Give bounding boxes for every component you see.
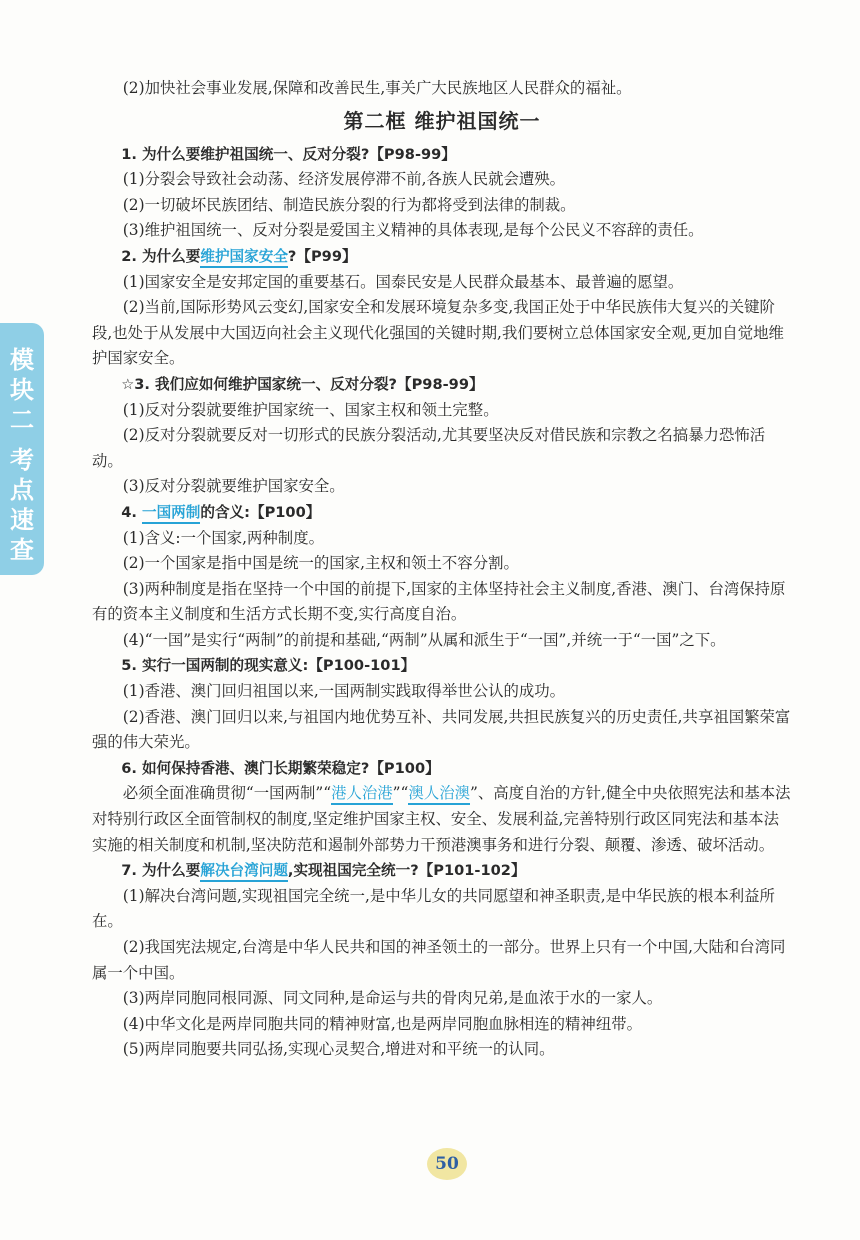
q6-highlight-hk: 港人治港 xyxy=(331,784,393,805)
q4-item: (2)一个国家是指中国是统一的国家,主权和领土不容分割。 xyxy=(122,554,519,573)
intro-line: (2)加快社会事业发展,保障和改善民生,事关广大民族地区人民群众的福祉。 xyxy=(122,79,632,97)
q5-item: (1)香港、澳门回归祖国以来,一国两制实践取得举世公认的成功。 xyxy=(122,682,566,701)
q4-item: (3)两种制度是指在坚持一个中国的前提下,国家的主体坚持社会主义制度,香港、澳门、台湾保持原有的资本主义制度和生活方式长期不变,实行高度自治。 xyxy=(92,579,786,624)
q2-heading-post: ?【P99】 xyxy=(287,247,357,265)
q2-highlight: 维护国家安全 xyxy=(200,248,288,268)
module-side-tab xyxy=(0,323,44,575)
q6-body xyxy=(92,781,792,858)
question-5-heading: 5. 实行一国两制的现实意义:【P100-101】 xyxy=(121,657,416,675)
q4-heading-post: 的含义:【P100】 xyxy=(200,503,321,521)
page-content xyxy=(92,76,792,1063)
q5-item: (2)香港、澳门回归以来,与祖国内地优势互补、共同发展,共担民族复兴的历史责任,共享祖国繁荣富强的伟大荣光。 xyxy=(92,707,791,752)
side-tab-char: 考 xyxy=(10,446,34,474)
q4-heading-pre: 4. xyxy=(121,503,142,521)
q4-item: (4)“一国”是实行“两制”的前提和基础,“两制”从属和派生于“一国”,并统一于“一国”之下。 xyxy=(122,630,726,649)
section-title: 第二框 维护祖国统一 xyxy=(343,108,541,133)
q7-heading-pre: 7. 为什么要 xyxy=(121,862,201,880)
q3-item: (1)反对分裂就要维护国家统一、国家主权和领土完整。 xyxy=(122,400,499,419)
q4-item: (1)含义:一个国家,两种制度。 xyxy=(122,528,324,547)
side-tab-char: 模 xyxy=(10,346,34,374)
side-tab-char: 速 xyxy=(10,506,34,534)
q2-item: (1)国家安全是安邦定国的重要基石。国泰民安是人民群众最基本、最普遍的愿望。 xyxy=(122,272,684,291)
q7-item: (3)两岸同胞同根同源、同文同种,是命运与共的骨肉兄弟,是血浓于水的一家人。 xyxy=(122,989,663,1008)
question-6-heading: 6. 如何保持香港、澳门长期繁荣稳定?【P100】 xyxy=(121,759,440,777)
q6-body-pre: 必须全面准确贯彻“一国两制”“ xyxy=(122,784,332,803)
side-tab-char: 二 xyxy=(10,406,34,434)
question-7-heading xyxy=(92,858,792,884)
q7-highlight: 解决台湾问题 xyxy=(200,862,288,882)
q6-body-post: ”、高度自治的方针,健全中央依照宪法和基本法对特别行政区全面管制权的制度,坚定维护国家主权、安全、发展利益,完善特别行政区同宪法和基本法实施的相关制度和机制,坚决防范和遏制外部势力干预港澳事务和进行分裂、颠覆、渗透、破坏活动。 xyxy=(92,784,791,854)
q7-item: (5)两岸同胞要共同弘扬,实现心灵契合,增进对和平统一的认同。 xyxy=(122,1040,555,1059)
page-number: 50 xyxy=(427,1148,467,1180)
q4-highlight: 一国两制 xyxy=(142,504,200,524)
q2-item: (2)当前,国际形势风云变幻,国家安全和发展环境复杂多变,我国正处于中华民族伟大复兴的关键阶段,也处于从发展中大国迈向社会主义现代化强国的关键时期,我们要树立总体国家安全观,更加自觉地维护国家安全。 xyxy=(92,298,784,368)
q6-highlight-macau: 澳人治澳 xyxy=(408,784,470,805)
side-tab-char: 点 xyxy=(10,476,34,504)
question-4-heading xyxy=(92,500,792,526)
question-2-heading xyxy=(92,244,792,270)
q1-item: (2)一切破坏民族团结、制造民族分裂的行为都将受到法律的制裁。 xyxy=(122,195,576,214)
q2-heading-pre: 2. 为什么要 xyxy=(121,247,201,265)
q3-item: (3)反对分裂就要维护国家安全。 xyxy=(122,477,345,496)
q7-heading-post: ,实现祖国完全统一?【P101-102】 xyxy=(287,862,526,880)
q3-item: (2)反对分裂就要反对一切形式的民族分裂活动,尤其要坚决反对借民族和宗教之名搞暴力恐怖活动。 xyxy=(92,426,766,470)
q7-item: (4)中华文化是两岸同胞共同的精神财富,也是两岸同胞血脉相连的精神纽带。 xyxy=(122,1014,642,1033)
side-tab-char: 块 xyxy=(10,376,34,404)
q6-body-mid: ”“ xyxy=(392,784,409,803)
q7-item: (2)我国宪法规定,台湾是中华人民共和国的神圣领土的一部分。世界上只有一个中国,大陆和台湾同属一个中国。 xyxy=(92,938,786,982)
question-1-heading: 1. 为什么要维护祖国统一、反对分裂?【P98-99】 xyxy=(121,145,456,163)
question-3-heading: ☆3. 我们应如何维护国家统一、反对分裂?【P98-99】 xyxy=(121,375,484,393)
side-tab-char: 查 xyxy=(10,536,34,564)
q7-item: (1)解决台湾问题,实现祖国完全统一,是中华儿女的共同愿望和神圣职责,是中华民族的根本利益所在。 xyxy=(92,886,775,931)
q1-item: (1)分裂会导致社会动荡、经济发展停滞不前,各族人民就会遭殃。 xyxy=(122,170,566,189)
q1-item: (3)维护祖国统一、反对分裂是爱国主义精神的具体表现,是每个公民义不容辞的责任。 xyxy=(122,221,704,240)
